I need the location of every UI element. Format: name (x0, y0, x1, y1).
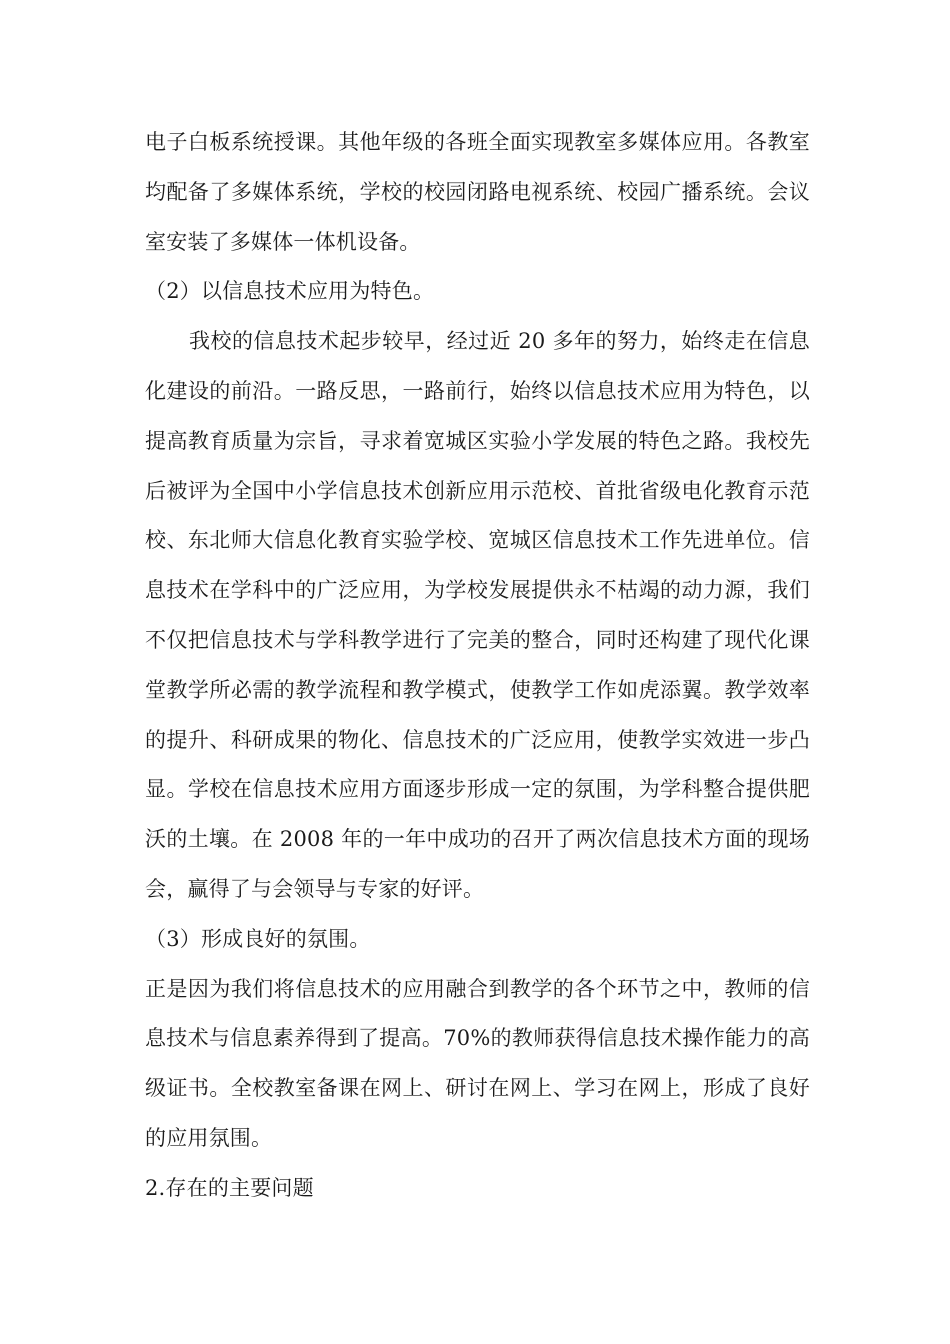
document-body (145, 118, 810, 1214)
section-heading-main-problems: 2.存在的主要问题 (145, 1175, 314, 1200)
section-heading-feature: （2）以信息技术应用为特色。 (145, 279, 435, 304)
paragraph-multimedia-equipment: 电子白板系统授课。其他年级的各班全面实现教室多媒体应用。各教室均配备了多媒体系统，学校的校园闭路电视系统、校园广播系统。会议室安装了多媒体一体机设备。 (145, 130, 810, 254)
paragraph-atmosphere: 正是因为我们将信息技术的应用融合到教学的各个环节之中，教师的信息技术与信息素养得到了提高。70%的教师获得信息技术操作能力的高级证书。全校教室备课在网上、研讨在网上、学习在网上，形成了良好的应用氛围。 (145, 976, 810, 1150)
section-heading-atmosphere: （3）形成良好的氛围。 (145, 926, 371, 951)
paragraph-it-feature: 我校的信息技术起步较早，经过近 20 多年的努力，始终走在信息化建设的前沿。一路反思，一路前行，始终以信息技术应用为特色，以提高教育质量为宗旨，寻求着宽城区实验小学发展的特色之路。我校先后被评为全国中小学信息技术创新应用示范校、首批省级电化教育示范校、东北师大信息化教育实验学校、宽城区信息技术工作先进单位。信息技术在学科中的广泛应用，为学校发展提供永不枯竭的动力源，我们不仅把信息技术与学科教学进行了完美的整合，同时还构建了现代化课堂教学所必需的教学流程和教学模式，使教学工作如虎添翼。教学效率的提升、科研成果的物化、信息技术的广泛应用，使教学实效进一步凸显。学校在信息技术应用方面逐步形成一定的氛围，为学科整合提供肥沃的土壤。在 2008 年的一年中成功的召开了两次信息技术方面的现场会，赢得了与会领导与专家的好评。 (145, 329, 810, 901)
